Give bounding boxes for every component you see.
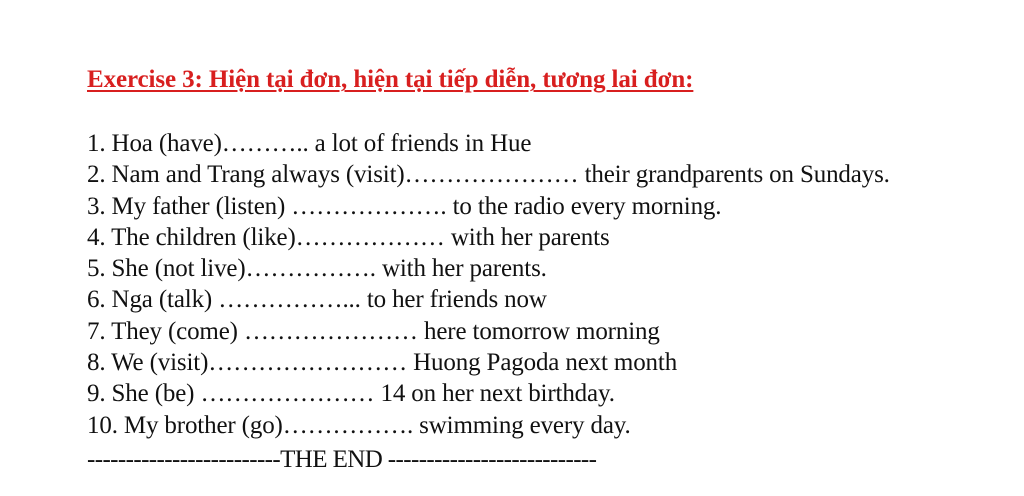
exercise-item-8: 8. We (visit)…………………… Huong Pagoda next month [87, 349, 678, 377]
exercise-item-2: 2. Nam and Trang always (visit)………………… their grandparents on Sundays. [87, 161, 890, 189]
exercise-item-10: 10. My brother (go)……………. swimming every day. [87, 411, 631, 439]
exercise-title: Exercise 3: Hiện tại đơn, hiện tại tiếp diễn, tương lai đơn: [87, 66, 694, 93]
the-end-divider: -------------------------THE END --------------------------- [87, 446, 597, 473]
exercise-item-6: 6. Nga (talk) ……………... to her friends now [87, 286, 547, 314]
exercise-item-9: 9. She (be) ………………… 14 on her next birthday. [87, 380, 615, 408]
exercise-item-7: 7. They (come) ………………… here tomorrow morning [87, 317, 660, 345]
exercise-item-4: 4. The children (like)……………… with her parents [87, 223, 610, 251]
exercise-item-1: 1. Hoa (have)……….. a lot of friends in Hue [87, 130, 532, 157]
exercise-item-3: 3. My father (listen) ………………. to the radio every morning. [87, 192, 722, 220]
exercise-item-5: 5. She (not live)……………. with her parents. [87, 255, 547, 283]
exercise-list [87, 128, 890, 441]
